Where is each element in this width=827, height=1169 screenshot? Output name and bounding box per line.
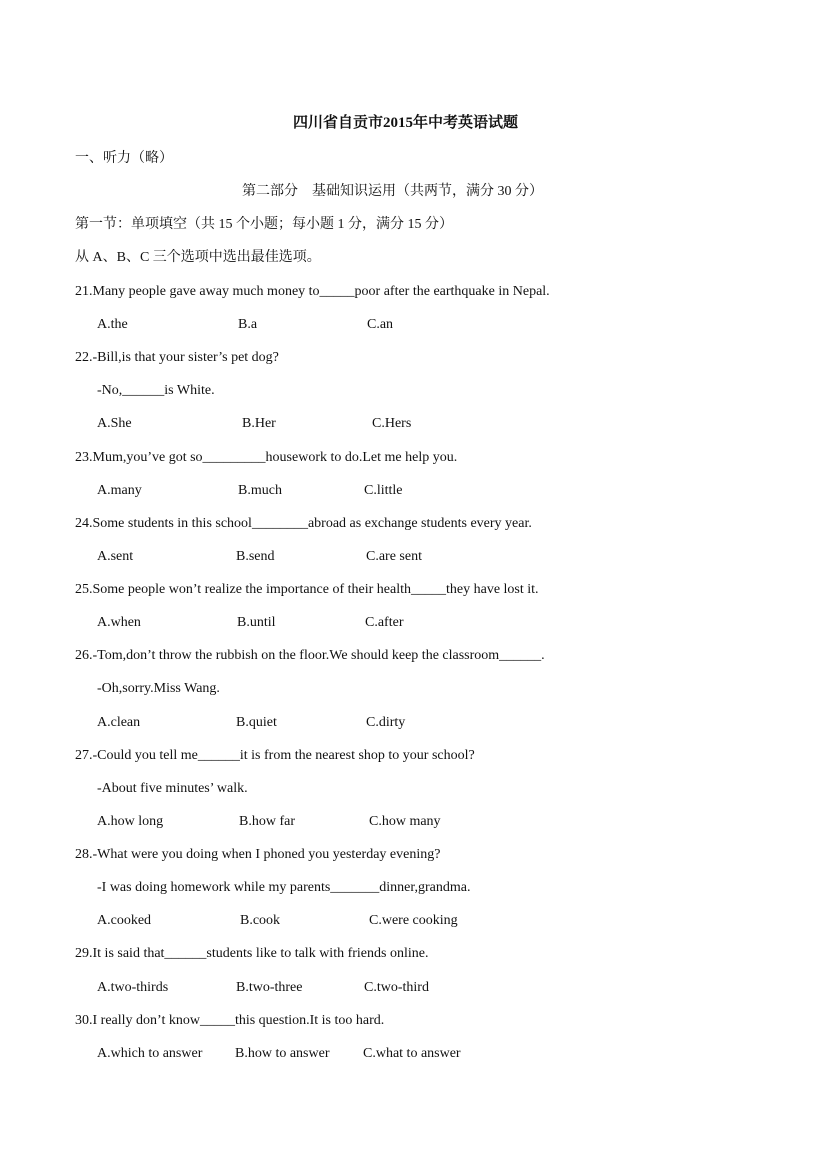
question-22-option-c: C.Hers — [372, 416, 412, 431]
question-29-option-b: B.two-three — [236, 980, 303, 995]
question-26-option-a: A.clean — [97, 715, 141, 730]
question-24-option-c: C.are sent — [366, 549, 422, 564]
question-22-option-a: A.She — [97, 416, 132, 431]
question-26-reply: -Oh,sorry.Miss Wang. — [97, 681, 220, 696]
question-28-reply: -I was doing homework while my parents_______dinner,grandma. — [97, 880, 471, 895]
question-21-stem: 21.Many people gave away much money to_____poor after the earthquake in Nepal. — [75, 284, 550, 299]
question-27-option-c: C.how many — [369, 814, 441, 829]
part2-heading: 第二部分 基础知识运用（共两节，满分 30 分） — [242, 184, 543, 199]
question-29-stem: 29.It is said that______students like to talk with friends online. — [75, 946, 429, 961]
question-23-stem: 23.Mum,you’ve got so_________housework to do.Let me help you. — [75, 450, 458, 465]
question-22-reply: -No,______is White. — [97, 383, 215, 398]
question-28-option-c: C.were cooking — [369, 913, 458, 928]
question-21-option-a: A.the — [97, 317, 128, 332]
question-26-option-c: C.dirty — [366, 715, 406, 730]
question-24-option-a: A.sent — [97, 549, 134, 564]
question-29-option-c: C.two-third — [364, 980, 429, 995]
question-25-stem: 25.Some people won’t realize the importance of their health_____they have lost it. — [75, 582, 539, 597]
question-30-option-b: B.how to answer — [235, 1046, 330, 1061]
question-25-option-a: A.when — [97, 615, 141, 630]
question-28-option-b: B.cook — [240, 913, 281, 928]
part1-listening: 一、听力（略） — [75, 151, 173, 166]
question-27-option-a: A.how long — [97, 814, 164, 829]
question-28-stem: 28.-What were you doing when I phoned you yesterday evening? — [75, 847, 441, 862]
question-25-option-b: B.until — [237, 615, 276, 630]
question-23-option-b: B.much — [238, 483, 282, 498]
question-24-stem: 24.Some students in this school________abroad as exchange students every year. — [75, 516, 532, 531]
question-26-stem: 26.-Tom,don’t throw the rubbish on the floor.We should keep the classroom______. — [75, 648, 545, 663]
question-29-option-a: A.two-thirds — [97, 980, 169, 995]
question-22-option-b: B.Her — [242, 416, 276, 431]
question-21-option-c: C.an — [367, 317, 394, 332]
exam-title: 四川省自贡市2015年中考英语试题 — [293, 115, 519, 131]
question-27-reply: -About five minutes’ walk. — [97, 781, 248, 796]
question-28-option-a: A.cooked — [97, 913, 152, 928]
question-23-option-c: C.little — [364, 483, 403, 498]
question-30-stem: 30.I really don’t know_____this question.It is too hard. — [75, 1013, 385, 1028]
question-27-stem: 27.-Could you tell me______it is from the nearest shop to your school? — [75, 748, 475, 763]
question-21-option-b: B.a — [238, 317, 258, 332]
question-30-option-c: C.what to answer — [363, 1046, 461, 1061]
question-30-option-a: A.which to answer — [97, 1046, 203, 1061]
question-22-stem: 22.-Bill,is that your sister’s pet dog? — [75, 350, 279, 365]
section1-heading: 第一节：单项填空（共 15 个小题；每小题 1 分，满分 15 分） — [75, 217, 453, 232]
instruction: 从 A、B、C 三个选项中选出最佳选项。 — [75, 250, 321, 265]
question-25-option-c: C.after — [365, 615, 404, 630]
question-27-option-b: B.how far — [239, 814, 295, 829]
question-26-option-b: B.quiet — [236, 715, 277, 730]
question-24-option-b: B.send — [236, 549, 275, 564]
question-23-option-a: A.many — [97, 483, 142, 498]
